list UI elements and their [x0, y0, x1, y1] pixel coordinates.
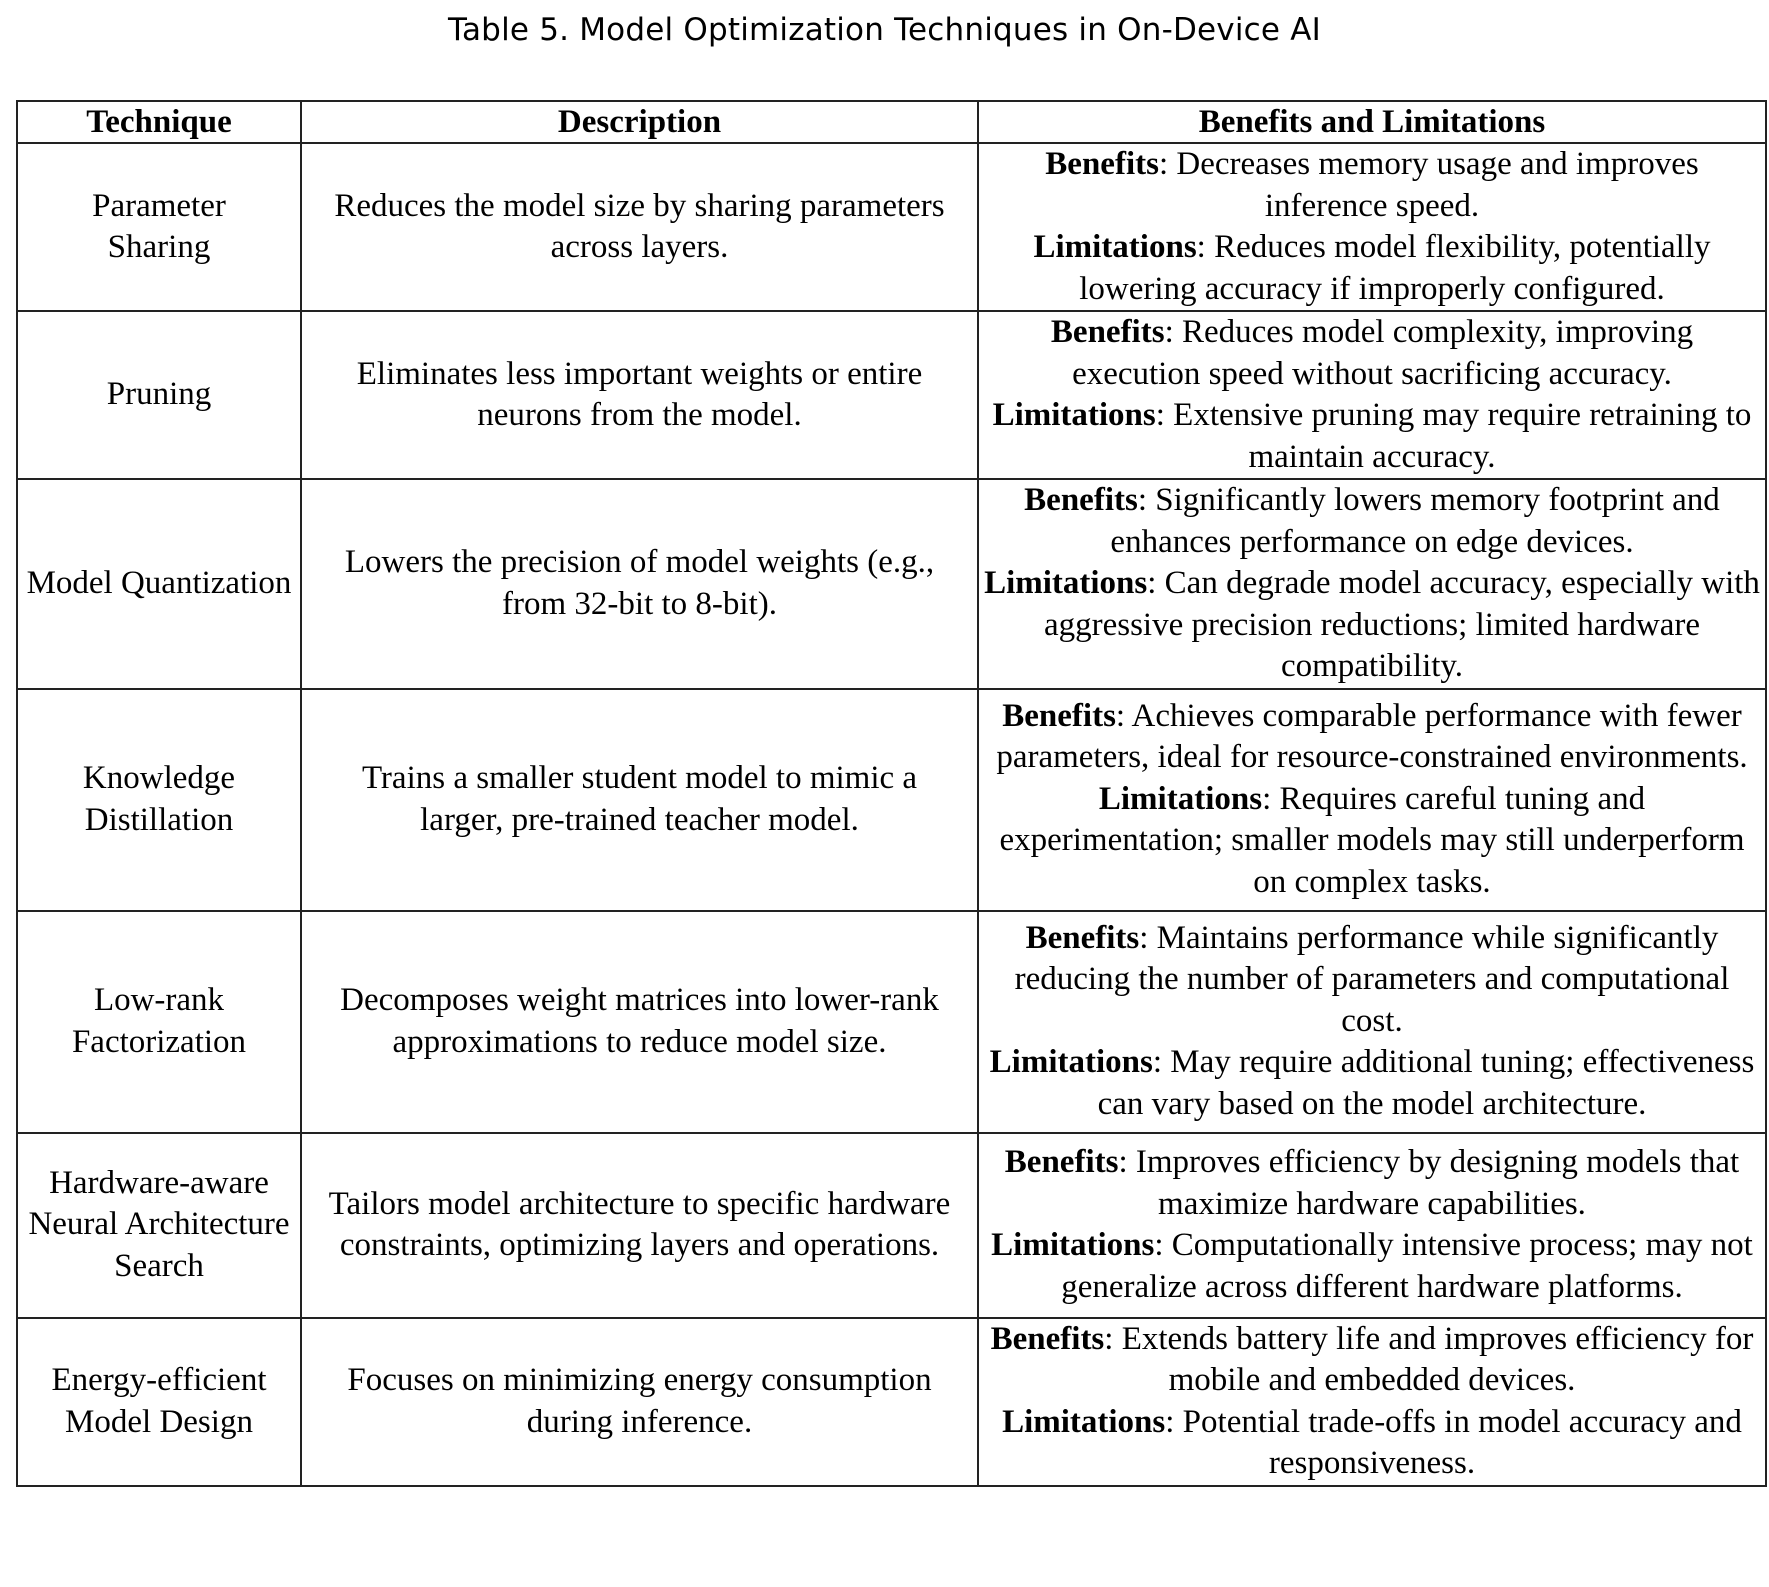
- benefits-text: Benefits: Improves efficiency by designing models that maximize hardware capabilities.: [1004, 1144, 1740, 1222]
- limitations-text: Limitations: Computationally intensive process; may not generalize across different hardware platforms.: [991, 1227, 1753, 1305]
- limitations-text: Limitations: Can degrade model accuracy, especially with aggressive precision reductions; limited hardware compatibility.: [984, 565, 1760, 684]
- benefits-label: Benefits: [1024, 482, 1138, 518]
- header-row: [17, 101, 1766, 143]
- technique-cell: Pruning: [17, 311, 301, 479]
- description-cell: Reduces the model size by sharing parameters across layers.: [301, 143, 978, 311]
- benefits-limitations-cell: [978, 311, 1766, 479]
- table-row: [17, 311, 1766, 479]
- limitations-label: Limitations: [984, 565, 1148, 601]
- benefits-text: Benefits: Decreases memory usage and improves inference speed.: [1045, 146, 1699, 224]
- limitations-text: Limitations: Extensive pruning may require retraining to maintain accuracy.: [992, 397, 1752, 475]
- description-cell: Tailors model architecture to specific hardware constraints, optimizing layers and operations.: [301, 1133, 978, 1318]
- description-cell: Decomposes weight matrices into lower-rank approximations to reduce model size.: [301, 911, 978, 1133]
- technique-cell: Hardware-aware Neural Architecture Search: [17, 1133, 301, 1318]
- technique-cell: Model Quantization: [17, 479, 301, 689]
- table-row: [17, 689, 1766, 911]
- benefits-label: Benefits: [1004, 1144, 1119, 1180]
- description-cell: Trains a smaller student model to mimic a larger, pre-trained teacher model.: [301, 689, 978, 911]
- benefits-label: Benefits: [1045, 146, 1159, 182]
- limitations-label: Limitations: [1033, 229, 1197, 265]
- benefits-text: Benefits: Significantly lowers memory footprint and enhances performance on edge devices.: [1024, 482, 1720, 560]
- limitations-label: Limitations: [991, 1227, 1155, 1263]
- technique-cell: Parameter Sharing: [17, 143, 301, 311]
- description-cell: Lowers the precision of model weights (e.g., from 32-bit to 8-bit).: [301, 479, 978, 689]
- limitations-label: Limitations: [1002, 1403, 1166, 1440]
- benefits-text: Benefits: Achieves comparable performance with fewer parameters, ideal for resource-constrained environments.: [996, 697, 1748, 776]
- benefits-limitations-cell: [978, 689, 1766, 911]
- technique-cell: Energy-efficient Model Design: [17, 1318, 301, 1486]
- limitations-text: Limitations: Potential trade-offs in model accuracy and responsiveness.: [1002, 1403, 1742, 1481]
- optimization-techniques-table: [16, 100, 1767, 1487]
- benefits-label: Benefits: [1050, 314, 1165, 350]
- benefits-limitations-cell: [978, 1318, 1766, 1486]
- table-row: [17, 1133, 1766, 1318]
- benefits-label: Benefits: [1025, 919, 1140, 956]
- header-description: Description: [301, 101, 978, 143]
- table-row: [17, 479, 1766, 689]
- technique-cell: Knowledge Distillation: [17, 689, 301, 911]
- benefits-text: Benefits: Extends battery life and improves efficiency for mobile and embedded devices.: [990, 1320, 1754, 1398]
- table-row: [17, 143, 1766, 311]
- benefits-limitations-cell: [978, 1133, 1766, 1318]
- header-technique: Technique: [17, 101, 301, 143]
- limitations-label: Limitations: [989, 1044, 1153, 1081]
- description-cell: Eliminates less important weights or entire neurons from the model.: [301, 311, 978, 479]
- benefits-label: Benefits: [1002, 697, 1116, 734]
- benefits-limitations-cell: [978, 143, 1766, 311]
- benefits-text: Benefits: Maintains performance while significantly reducing the number of parameters and computational cost.: [1014, 919, 1730, 1039]
- limitations-text: Limitations: Reduces model flexibility, potentially lowering accuracy if improperly configured.: [1033, 229, 1711, 307]
- header-benefits-limitations: Benefits and Limitations: [978, 101, 1766, 143]
- limitations-label: Limitations: [1098, 780, 1263, 817]
- technique-cell: Low-rank Factorization: [17, 911, 301, 1133]
- benefits-text: Benefits: Reduces model complexity, improving execution speed without sacrificing accuracy.: [1050, 314, 1694, 392]
- limitations-text: Limitations: Requires careful tuning and experimentation; smaller models may still underperform on complex tasks.: [999, 780, 1745, 900]
- benefits-limitations-cell: [978, 479, 1766, 689]
- benefits-limitations-cell: [978, 911, 1766, 1133]
- table-caption: Table 5. Model Optimization Techniques in On-Device AI: [447, 12, 1321, 48]
- limitations-label: Limitations: [992, 397, 1156, 433]
- limitations-text: Limitations: May require additional tuning; effectiveness can vary based on the model architecture.: [989, 1044, 1755, 1122]
- description-cell: Focuses on minimizing energy consumption during inference.: [301, 1318, 978, 1486]
- table-row: [17, 1318, 1766, 1486]
- benefits-label: Benefits: [990, 1320, 1105, 1357]
- table-row: [17, 911, 1766, 1133]
